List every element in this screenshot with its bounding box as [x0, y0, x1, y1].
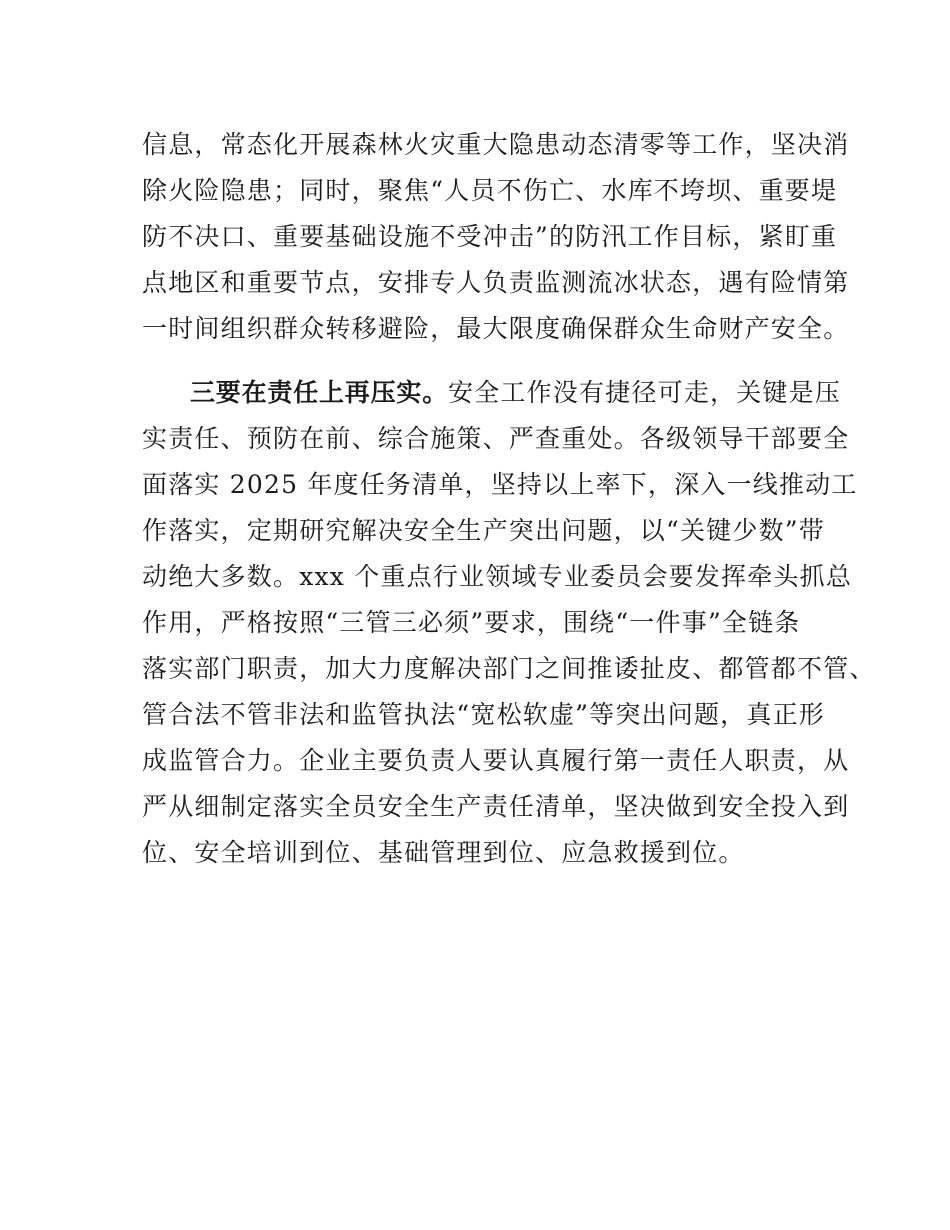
paragraph-2-line-9: 成监管合力。企业主要负责人要认真履行第一责任人职责，从 [142, 746, 850, 775]
section-heading: 三要在责任上再压实。 [190, 378, 449, 407]
paragraph-1-line-5: 一时间组织群众转移避险，最大限度确保群众生命财产安全。 [142, 314, 850, 343]
paragraph-1-line-3: 防不决口、重要基础设施不受冲击”的防汛工作目标，紧盯重 [142, 222, 838, 251]
paragraph-2-line-6: 作用，严格按照“三管三必须”要求，围绕“一件事”全链条 [142, 608, 801, 637]
paragraph-1-line-1: 信息，常态化开展森林火灾重大隐患动态清零等工作，坚决消 [142, 130, 850, 159]
paragraph-2-line-8: 管合法不管非法和监管执法“宽松软虚”等突出问题，真正形 [142, 700, 825, 729]
paragraph-1-line-4: 点地区和重要节点，安排专人负责监测流冰状态，遇有险情第 [142, 268, 850, 297]
paragraph-2-line-7: 落实部门职责，加大力度解决部门之间推诿扯皮、都管都不管、 [142, 654, 876, 683]
paragraph-2-line-4: 作落实，定期研究解决安全生产突出问题，以“关键少数”带 [142, 516, 825, 545]
paragraph-2-line-1-text: 安全工作没有捷径可走，关键是压 [448, 378, 842, 407]
paragraph-2-line-1 [190, 376, 841, 410]
paragraph-2-line-3: 面落实 2025 年度任务清单，坚持以上率下，深入一线推动工 [142, 470, 858, 499]
paragraph-2-line-10: 严从细制定落实全员安全生产责任清单，坚决做到安全投入到 [142, 792, 850, 821]
paragraph-2-line-11: 位、安全培训到位、基础管理到位、应急救援到位。 [142, 838, 745, 867]
paragraph-2-line-2: 实责任、预防在前、综合施策、严查重处。各级领导干部要全 [142, 424, 850, 453]
paragraph-1-line-2: 除火险隐患；同时，聚焦“人员不伤亡、水库不垮坝、重要堤 [142, 176, 838, 205]
paragraph-2-line-5: 动绝大多数。xxx 个重点行业领域专业委员会要发挥牵头抓总 [142, 562, 853, 591]
